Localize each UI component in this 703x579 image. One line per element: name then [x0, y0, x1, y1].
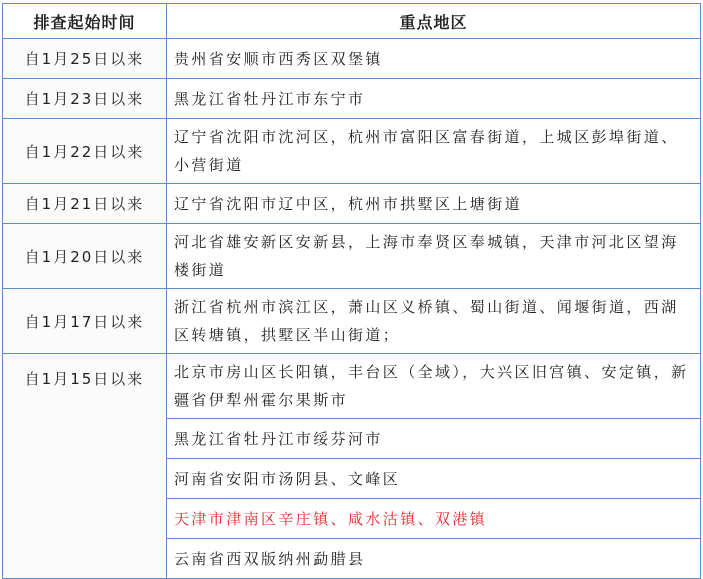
table-row — [3, 354, 701, 419]
table-row — [3, 119, 701, 184]
table-row — [3, 79, 701, 119]
table-header-row — [3, 4, 701, 39]
area-cell: 河北省雄安新区安新县，上海市奉贤区奉城镇，天津市河北区望海楼街道 — [167, 224, 701, 289]
area-cell: 黑龙江省牡丹江市绥芬河市 — [167, 419, 701, 459]
area-cell: 云南省西双版纳州勐腊县 — [167, 539, 701, 579]
area-cell: 辽宁省沈阳市沈河区，杭州市富阳区富春街道，上城区彭埠街道、小营街道 — [167, 119, 701, 184]
risk-area-table — [2, 3, 701, 579]
area-cell: 河南省安阳市汤阴县、文峰区 — [167, 459, 701, 499]
area-cell: 黑龙江省牡丹江市东宁市 — [167, 79, 701, 119]
table-row — [3, 289, 701, 354]
area-cell: 贵州省安顺市西秀区双堡镇 — [167, 39, 701, 79]
time-cell: 自1月22日以来 — [3, 119, 167, 184]
area-cell: 辽宁省沈阳市辽中区，杭州市拱墅区上塘街道 — [167, 184, 701, 224]
risk-area-table-container — [2, 3, 700, 579]
header-start-time: 排查起始时间 — [3, 4, 167, 39]
area-cell: 浙江省杭州市滨江区，萧山区义桥镇、蜀山街道、闻堰街道，西湖区转塘镇，拱墅区半山街道； — [167, 289, 701, 354]
area-cell-highlighted: 天津市津南区辛庄镇、咸水沽镇、双港镇 — [167, 499, 701, 539]
table-row — [3, 39, 701, 79]
time-cell: 自1月21日以来 — [3, 184, 167, 224]
time-cell: 自1月15日以来 — [3, 354, 167, 579]
area-cell: 北京市房山区长阳镇，丰台区（全域），大兴区旧宫镇、安定镇，新疆省伊犁州霍尔果斯市 — [167, 354, 701, 419]
time-cell: 自1月23日以来 — [3, 79, 167, 119]
table-row — [3, 224, 701, 289]
table-row — [3, 184, 701, 224]
header-key-areas: 重点地区 — [167, 4, 701, 39]
time-cell: 自1月20日以来 — [3, 224, 167, 289]
time-cell: 自1月17日以来 — [3, 289, 167, 354]
time-cell: 自1月25日以来 — [3, 39, 167, 79]
